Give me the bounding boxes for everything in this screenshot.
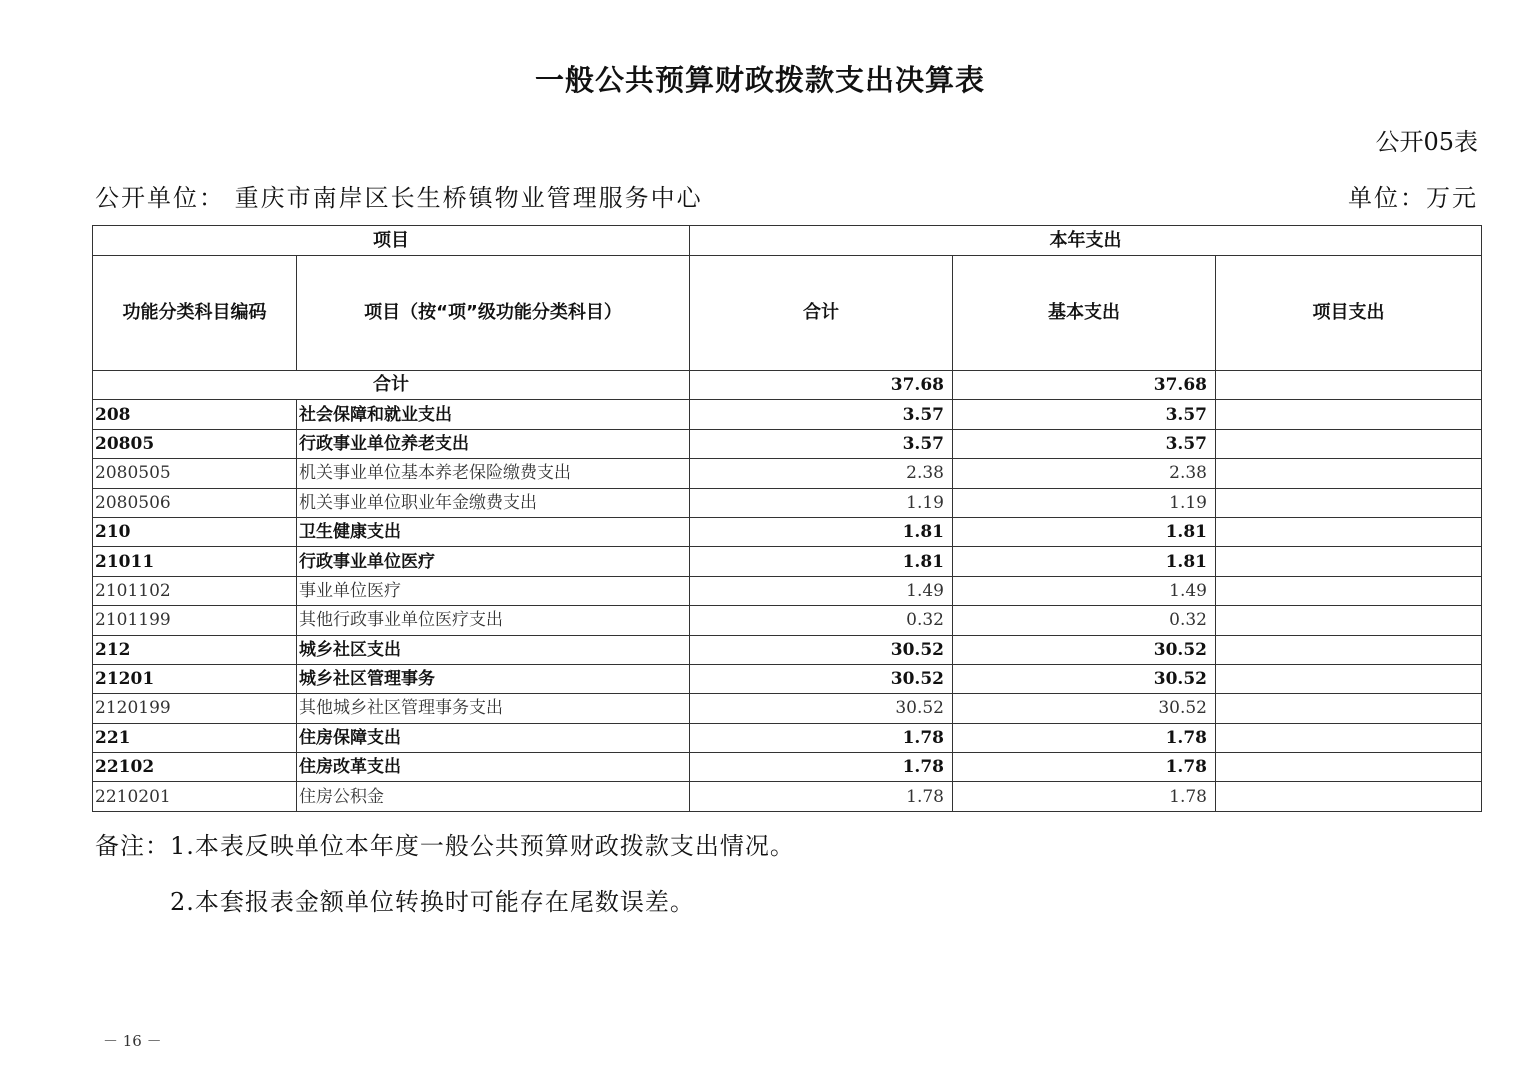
row-total: 0.32 (690, 606, 953, 635)
total-project (1216, 371, 1482, 400)
row-name: 其他城乡社区管理事务支出 (297, 694, 690, 723)
table-row (93, 753, 1482, 782)
row-code: 2120199 (93, 694, 297, 723)
row-total: 1.78 (690, 782, 953, 811)
row-name: 城乡社区管理事务 (297, 664, 690, 693)
row-project (1216, 459, 1482, 488)
row-total: 1.19 (690, 488, 953, 517)
total-total: 37.68 (690, 371, 953, 400)
table-row (93, 488, 1482, 517)
row-code: 210 (93, 517, 297, 546)
row-total: 3.57 (690, 400, 953, 429)
row-code: 212 (93, 635, 297, 664)
row-basic: 30.52 (953, 694, 1216, 723)
table-row (93, 400, 1482, 429)
row-total: 30.52 (690, 664, 953, 693)
row-project (1216, 635, 1482, 664)
row-code: 2080506 (93, 488, 297, 517)
row-code: 208 (93, 400, 297, 429)
reporting-unit-name: 重庆市南岸区长生桥镇物业管理服务中心 (234, 184, 703, 212)
row-project (1216, 753, 1482, 782)
row-total: 30.52 (690, 694, 953, 723)
row-basic: 1.78 (953, 753, 1216, 782)
header-row-sub (93, 256, 1482, 371)
row-project (1216, 429, 1482, 458)
note-2: 2.本套报表金额单位转换时可能存在尾数误差。 (170, 888, 695, 916)
row-name: 行政事业单位养老支出 (297, 429, 690, 458)
row-basic: 1.78 (953, 723, 1216, 752)
row-code: 20805 (93, 429, 297, 458)
row-basic: 30.52 (953, 635, 1216, 664)
form-number: 公开05表 (1375, 128, 1478, 156)
row-code: 22102 (93, 753, 297, 782)
table-row (93, 429, 1482, 458)
row-basic: 3.57 (953, 429, 1216, 458)
row-basic: 0.32 (953, 606, 1216, 635)
header-code: 功能分类科目编码 (93, 256, 297, 371)
currency-unit: 单位：万元 (1348, 184, 1478, 212)
total-basic: 37.68 (953, 371, 1216, 400)
reporting-unit (95, 178, 703, 213)
row-code: 21011 (93, 547, 297, 576)
row-code: 2210201 (93, 782, 297, 811)
row-code: 221 (93, 723, 297, 752)
row-basic: 3.57 (953, 400, 1216, 429)
reporting-unit-label: 公开单位： (95, 184, 225, 212)
row-name: 住房保障支出 (297, 723, 690, 752)
row-project (1216, 606, 1482, 635)
row-name: 其他行政事业单位医疗支出 (297, 606, 690, 635)
header-project-exp: 项目支出 (1216, 256, 1482, 371)
row-project (1216, 547, 1482, 576)
row-name: 住房公积金 (297, 782, 690, 811)
row-name: 行政事业单位医疗 (297, 547, 690, 576)
table-row (93, 694, 1482, 723)
row-name: 机关事业单位基本养老保险缴费支出 (297, 459, 690, 488)
row-project (1216, 664, 1482, 693)
row-total: 3.57 (690, 429, 953, 458)
row-project (1216, 517, 1482, 546)
row-total: 30.52 (690, 635, 953, 664)
header-project: 项目 (93, 226, 690, 256)
row-code: 21201 (93, 664, 297, 693)
total-label: 合计 (93, 371, 690, 400)
row-basic: 1.49 (953, 576, 1216, 605)
row-code: 2080505 (93, 459, 297, 488)
table-row (93, 576, 1482, 605)
row-basic: 1.78 (953, 782, 1216, 811)
row-basic: 1.81 (953, 547, 1216, 576)
row-total: 1.78 (690, 723, 953, 752)
row-total: 1.78 (690, 753, 953, 782)
row-name: 社会保障和就业支出 (297, 400, 690, 429)
table-row (93, 517, 1482, 546)
table-row (93, 459, 1482, 488)
row-project (1216, 400, 1482, 429)
row-total: 2.38 (690, 459, 953, 488)
row-project (1216, 723, 1482, 752)
row-name: 城乡社区支出 (297, 635, 690, 664)
table-row (93, 606, 1482, 635)
header-total: 合计 (690, 256, 953, 371)
table-row (93, 723, 1482, 752)
header-current-year: 本年支出 (690, 226, 1482, 256)
note-1: 备注：1.本表反映单位本年度一般公共预算财政拨款支出情况。 (95, 832, 795, 860)
row-project (1216, 782, 1482, 811)
total-row (93, 371, 1482, 400)
row-name: 住房改革支出 (297, 753, 690, 782)
row-project (1216, 576, 1482, 605)
row-basic: 1.19 (953, 488, 1216, 517)
row-project (1216, 488, 1482, 517)
row-total: 1.49 (690, 576, 953, 605)
table-row (93, 635, 1482, 664)
row-name: 事业单位医疗 (297, 576, 690, 605)
row-code: 2101102 (93, 576, 297, 605)
row-code: 2101199 (93, 606, 297, 635)
table-row (93, 547, 1482, 576)
row-total: 1.81 (690, 517, 953, 546)
row-name: 机关事业单位职业年金缴费支出 (297, 488, 690, 517)
expenditure-table (92, 225, 1482, 812)
table-row (93, 782, 1482, 811)
row-basic: 2.38 (953, 459, 1216, 488)
page-number: － 16 － (103, 1032, 162, 1050)
table-row (93, 664, 1482, 693)
row-project (1216, 694, 1482, 723)
document-title: 一般公共预算财政拨款支出决算表 (534, 63, 985, 97)
header-name: 项目（按“项”级功能分类科目） (297, 256, 690, 371)
header-basic: 基本支出 (953, 256, 1216, 371)
row-total: 1.81 (690, 547, 953, 576)
row-name: 卫生健康支出 (297, 517, 690, 546)
row-basic: 1.81 (953, 517, 1216, 546)
row-basic: 30.52 (953, 664, 1216, 693)
header-row-top (93, 226, 1482, 256)
